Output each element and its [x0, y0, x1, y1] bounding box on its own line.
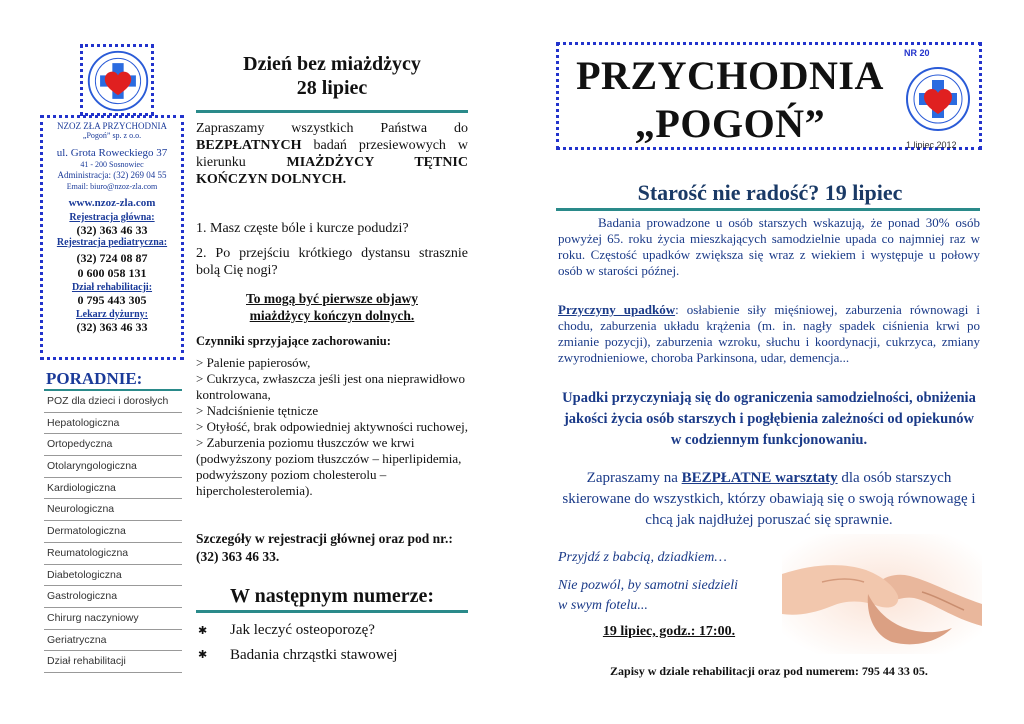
question-1: 1. Masz częste bóle i kurcze podudzi? [196, 221, 409, 236]
reg-ped-phone-1: (32) 724 08 87 [76, 251, 148, 265]
article-title-line-1: Dzień bez miażdżycy [243, 53, 421, 75]
causes-label: Przyczyny upadków [558, 302, 676, 317]
next-issue-heading: W następnym numerze: [229, 585, 435, 607]
list-item: Dermatologiczna [44, 521, 182, 543]
article-title-rule [196, 110, 468, 113]
list-item: Diabetologiczna [44, 565, 182, 587]
intro-paragraph [196, 120, 468, 188]
clinic-name: NZOZ ZŁA PRZYCHODNIA [57, 121, 167, 131]
duty-label: Lekarz dyżurny: [76, 309, 148, 320]
clinic-logo-icon [903, 64, 973, 134]
left-logo-frame [80, 44, 154, 116]
asterisk-icon: ✱ [198, 649, 208, 662]
invite-text-1: Zapraszamy na [586, 470, 682, 486]
duty-phone: (32) 363 46 33 [76, 320, 148, 334]
article-title-line-2: 28 lipiec [296, 77, 368, 99]
article-title-atherosclerosis [196, 52, 468, 100]
risk-factors-list [196, 355, 468, 499]
invite-bold: BEZPŁATNE warsztaty [681, 470, 838, 486]
list-item: Neurologiczna [44, 499, 182, 521]
issue-number: NR 20 [904, 48, 930, 58]
contact-box [40, 115, 184, 360]
intro-bold-1: BEZPŁATNYCH [196, 138, 302, 153]
list-item: > Nadciśnienie tętnicze [196, 403, 319, 418]
clinic-street: ul. Grota Roweckiego 37 [56, 147, 168, 159]
reg-ped-phone-2: 0 600 058 131 [77, 266, 147, 280]
invite-text-2: dla osób starszych skierowane do wszystkich, którzy obawiają się o swoją równowagę i chcą jak najdłużej poruszać się sprawnie. [562, 470, 976, 528]
rehab-label: Dział rehabilitacji: [71, 282, 153, 293]
symptoms-note: To mogą być pierwsze objawy miażdżycy kończyn dolnych. [246, 291, 418, 323]
hands-photo [782, 534, 982, 654]
list-item: Dział rehabilitacji [44, 651, 182, 673]
next-item-text: Jak leczyć osteoporozę? [230, 622, 375, 638]
asterisk-icon: ✱ [198, 624, 208, 637]
clinic-company: „Pogoń” sp. z o.o. [82, 131, 142, 140]
intro-text-2: badań przesiewowych w kierunku [196, 138, 468, 170]
list-item: Chirurg naczyniowy [44, 608, 182, 630]
list-item: Gastrologiczna [44, 586, 182, 608]
clinics-heading: PORADNIE: [46, 369, 143, 388]
list-item [196, 618, 468, 643]
reg-main-label: Rejestracja główna: [69, 212, 155, 223]
rehab-phone: 0 795 443 305 [77, 293, 147, 307]
clinic-website[interactable]: www.nzoz-zla.com [68, 197, 156, 209]
reg-main-phone: (32) 363 46 33 [76, 223, 148, 237]
masthead-title-line-2: „POGOŃ” [634, 101, 826, 146]
next-item-text: Badania chrząstki stawowej [230, 646, 398, 663]
falls-paragraph: Badania prowadzone u osób starszych wskazują, że ponad 30% osób powyżej 65. roku życia mieszkających samodzielnie upada co najmniej raz w roku. Częstość upadków zwiększa się wraz z wiekiem i występuje u połowy osób w starości późnej. [558, 215, 980, 278]
list-item: Geriatryczna [44, 630, 182, 652]
workshop-invite [558, 468, 980, 531]
list-item: > Zaburzenia poziomu tłuszczów we krwi (podwyższony poziom tłuszczów – hiperlipidemia, podwyższony poziom cholesterolu – hipercholesterolemia). [196, 435, 462, 498]
list-item: POZ dla dzieci i dorosłych [44, 391, 182, 413]
article-title-falls: Starość nie radość? 19 lipiec [637, 180, 903, 205]
list-item [196, 643, 468, 668]
causes-text: : osłabienie siły mięśniowej, zaburzenia równowagi i chodu, zaburzenia układu krążenia (m. in. nagły spadek ciśnienia krwi po zmianie pozycji), zaburzenia wzroku, słuchu i koordynacji, cukrzyca, zmiany zwyrodnieniowe, choroba Parkinsona, udar, demencja... [558, 302, 980, 365]
clinic-email[interactable]: Email: biuro@nzoz-zla.com [66, 182, 158, 191]
reg-ped-label: Rejestracja pediatryczna: [56, 237, 168, 248]
clinic-admin-phone: Administracja: (32) 269 04 55 [57, 170, 167, 180]
intro-text-1: Zapraszamy wszystkich Państwa do [196, 121, 468, 136]
list-item: > Otyłość, brak odpowiedniej aktywności ruchowej, [196, 419, 468, 434]
article-title-falls-rule [556, 208, 980, 211]
list-item: Otolaryngologiczna [44, 456, 182, 478]
intro-bold-2: MIAŻDŻYCY TĘTNIC KOŃCZYN DOLNYCH. [196, 155, 468, 187]
masthead-title-line-1: PRZYCHODNIA [576, 53, 884, 98]
clinic-list [44, 391, 182, 673]
list-item: Kardiologiczna [44, 478, 182, 500]
list-item: > Palenie papierosów, [196, 355, 311, 370]
workshop-time: 19 lipiec, godz.: 17:00. [602, 624, 736, 639]
next-issue-list [196, 618, 468, 667]
signup-footer: Zapisy w dziale rehabilitacji oraz pod numerem: 795 44 33 05. [610, 664, 928, 678]
clinic-logo-icon [84, 48, 152, 114]
issue-date: 1 lipiec 2012 [906, 140, 957, 150]
list-item: > Cukrzyca, zwłaszcza jeśli jest ona nieprawidłowo kontrolowana, [196, 371, 466, 402]
next-issue-rule [196, 610, 468, 613]
risk-factors-title: Czynniki sprzyjające zachorowaniu: [196, 334, 391, 348]
details-note: Szczegóły w rejestracji głównej oraz pod nr.: (32) 363 46 33. [196, 531, 453, 564]
question-2: 2. Po przejściu krótkiego dystansu strasznie bolą Cię nogi? [196, 246, 468, 278]
list-item: Hepatologiczna [44, 413, 182, 435]
list-item: Ortopedyczna [44, 434, 182, 456]
falls-causes-paragraph [558, 302, 980, 366]
clinic-city: 41 - 200 Sosnowiec [80, 160, 144, 169]
italic-line-2b: w swym fotelu... [558, 598, 648, 613]
list-item: Reumatologiczna [44, 543, 182, 565]
italic-line-2a: Nie pozwól, by samotni siedzieli [558, 578, 739, 593]
italic-line-1: Przyjdź z babcią, dziadkiem… [558, 550, 727, 565]
falls-statement: Upadki przyczyniają się do ograniczenia samodzielności, obniżenia jakości życia osób starszych i pogłębienia zależności od opiekunów w codziennym funkcjonowaniu. [562, 390, 976, 448]
